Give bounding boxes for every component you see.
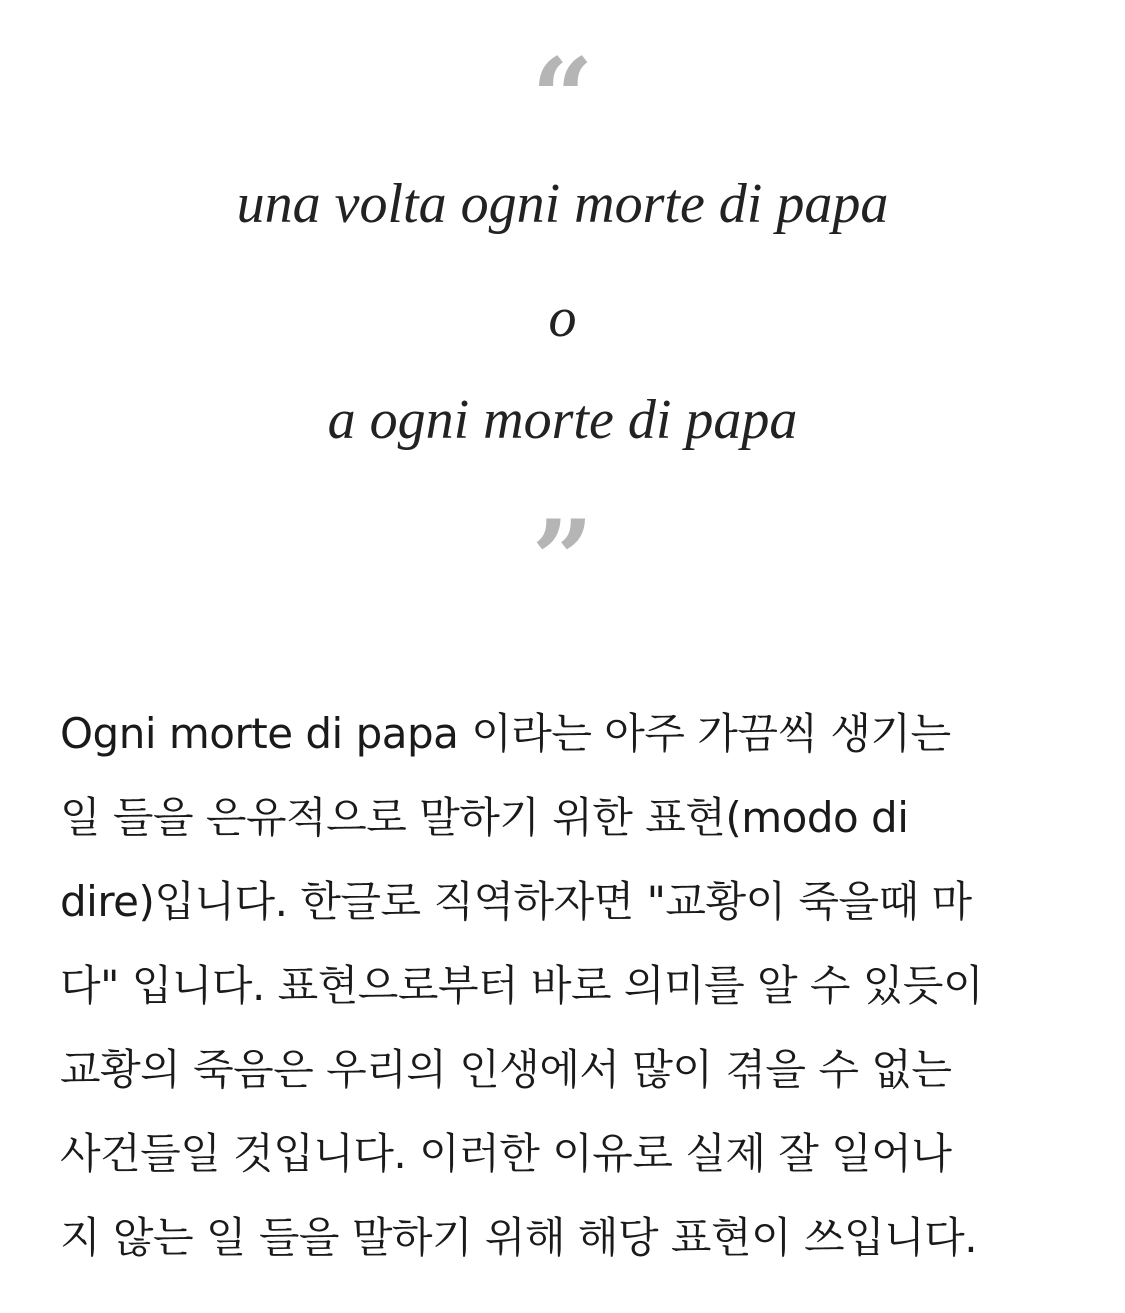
paragraph-line: 지 않는 일 들을 말하기 위해 해당 표현이 쓰입니다. [60,1213,978,1262]
paragraph-line: 다" 입니다. 표현으로부터 바로 의미를 알 수 있듯이 [60,961,984,1010]
paragraph-line: 교황의 죽음은 우리의 인생에서 많이 겪을 수 없는 [60,1045,952,1094]
body-paragraph [60,692,1070,1280]
quote-line: o [548,287,577,349]
quote-line: a ogni morte di papa [327,389,798,451]
open-quote-icon: “ [531,35,594,161]
quote-line: una volta ogni morte di papa [236,173,889,235]
paragraph-line: dire)입니다. 한글로 직역하자면 "교황이 죽을때 마 [60,877,972,926]
paragraph-line: 사건들일 것입니다. 이러한 이유로 실제 잘 일어나 [60,1129,952,1178]
paragraph-line: 일 들을 은유적으로 말하기 위한 표현(modo di [60,793,909,842]
close-quote-icon: ” [531,497,594,623]
paragraph-line: Ogni morte di papa 이라는 아주 가끔씩 생기는 [60,709,951,758]
